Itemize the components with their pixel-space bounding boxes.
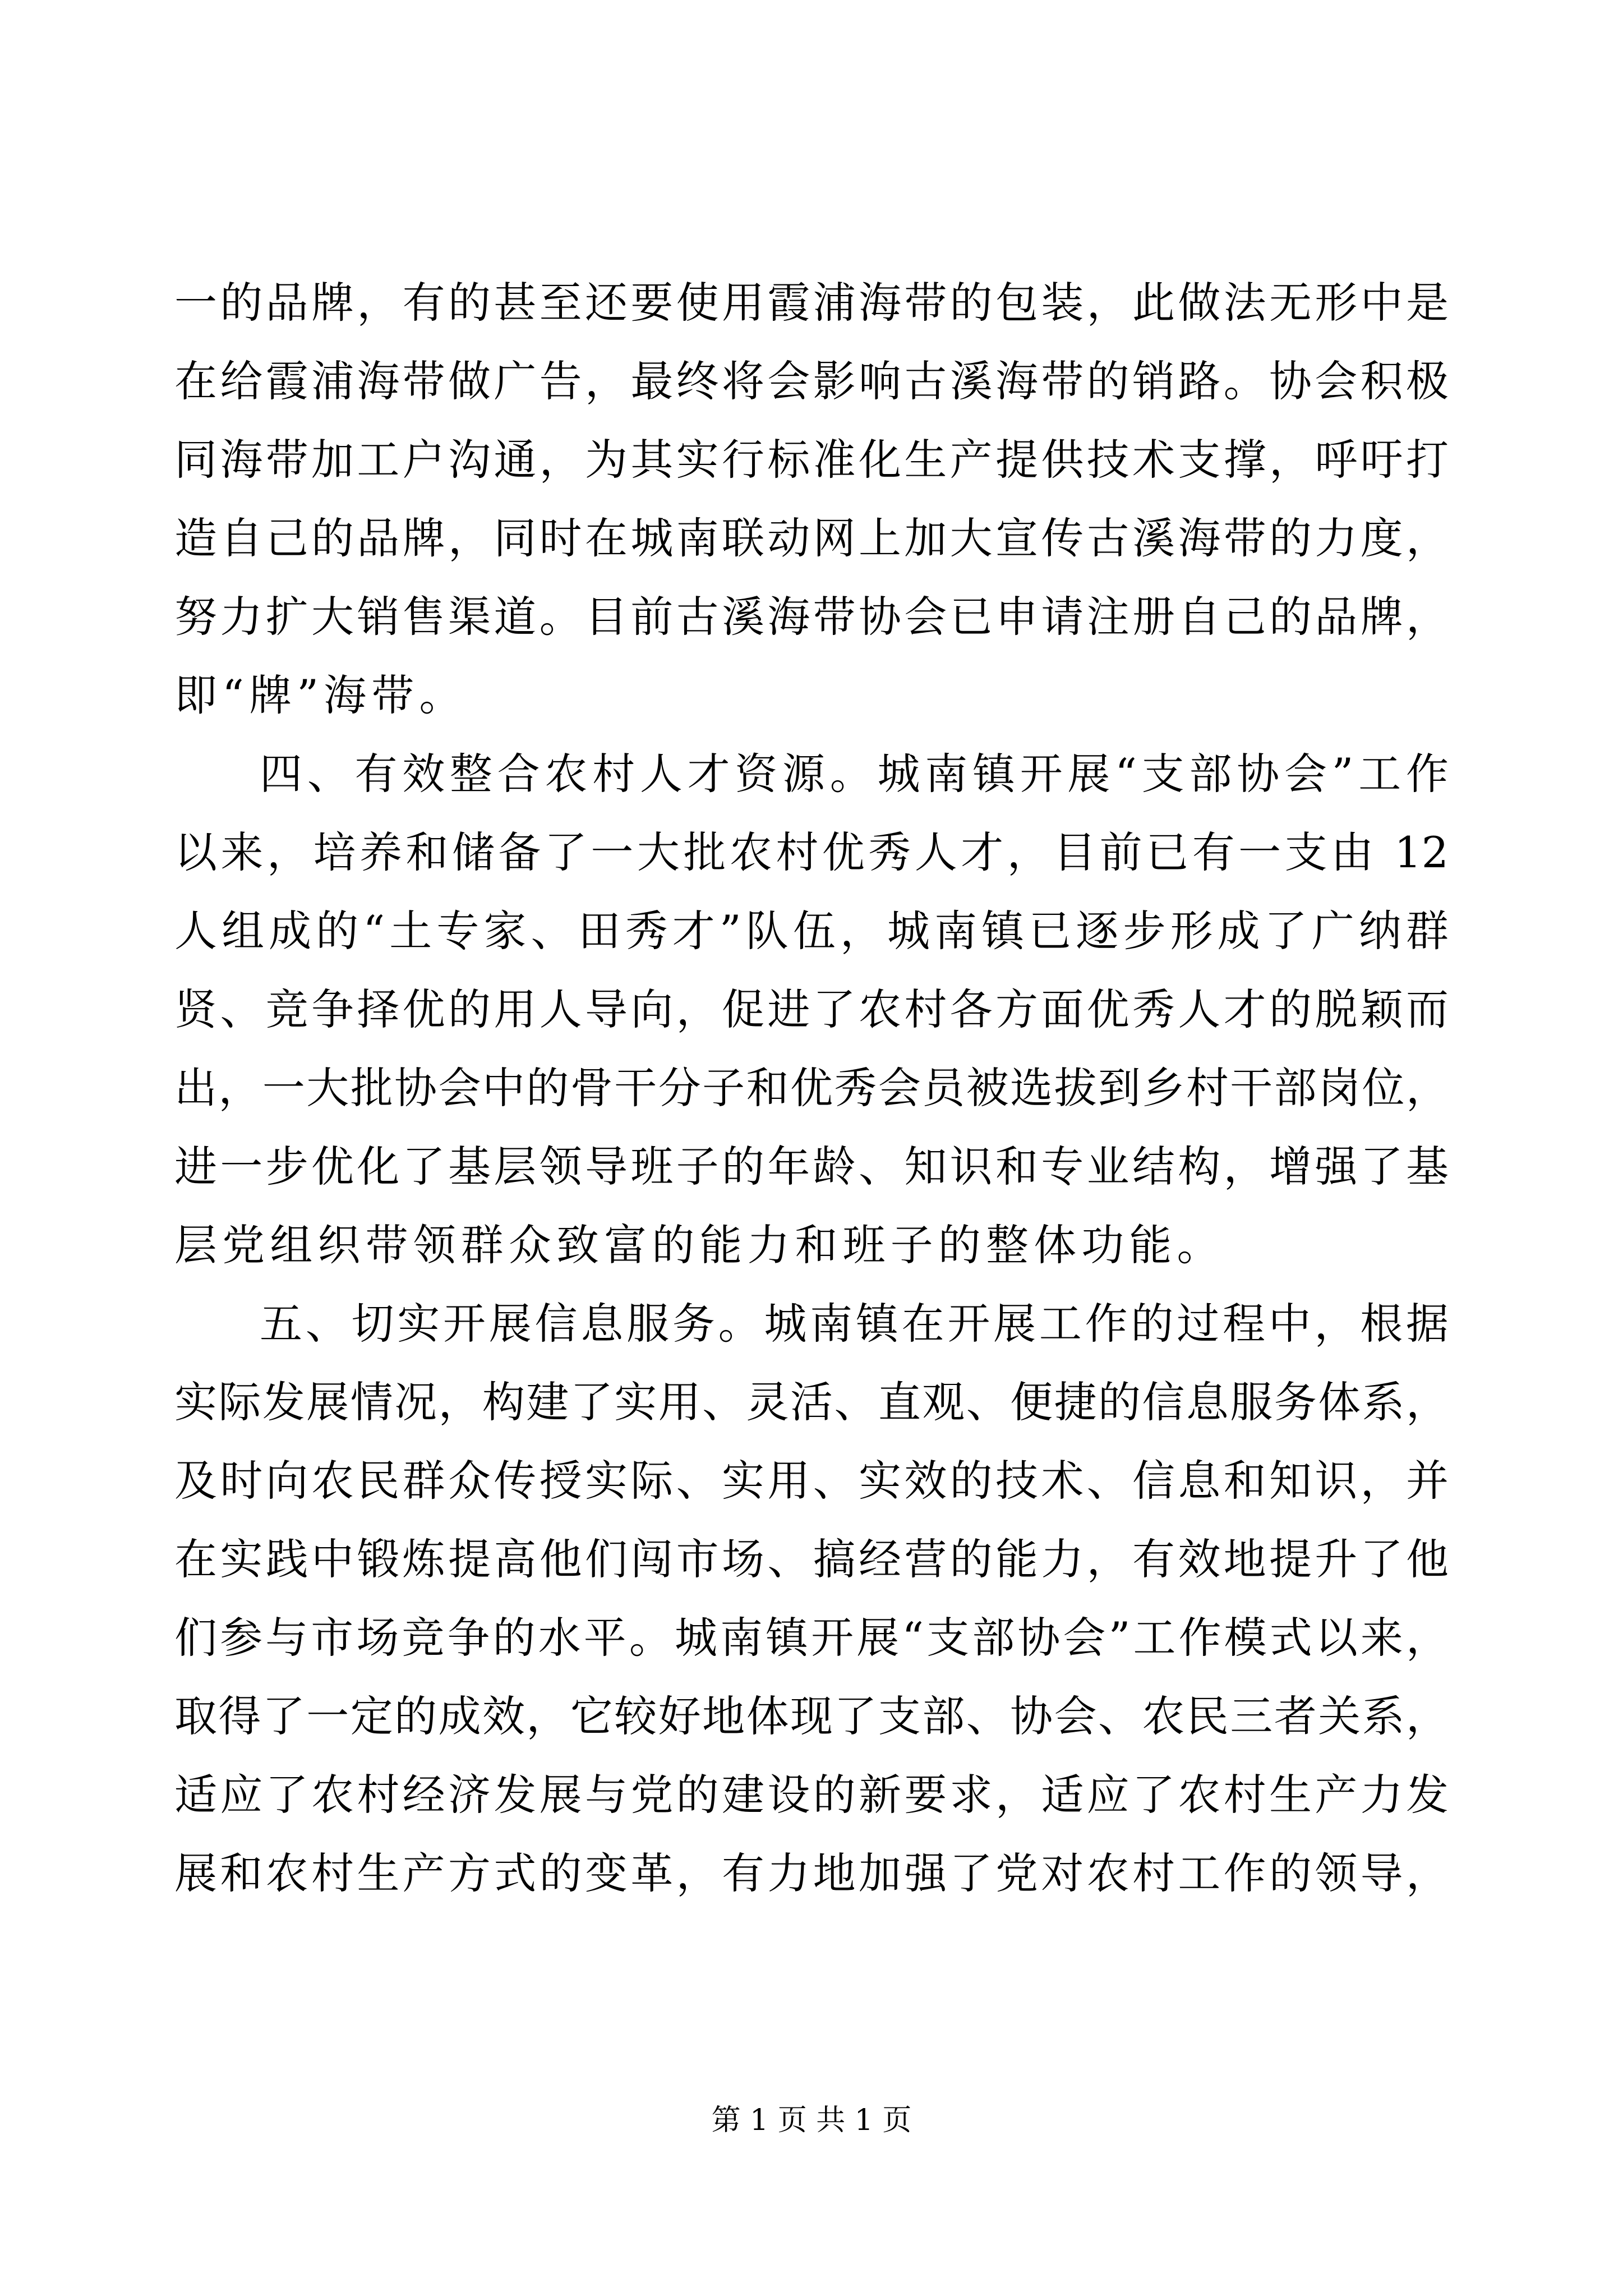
paragraph-line: 人组成的“土专家、田秀才”队伍，城南镇已逐步形成了广纳群 [174, 906, 1449, 956]
paragraph-line: 层党组织带领群众致富的能力和班子的整体功能。 [174, 1220, 1225, 1270]
paragraph-line: 适应了农村经济发展与党的建设的新要求，适应了农村生产力发 [174, 1770, 1449, 1820]
paragraph-line: 同海带加工户沟通，为其实行标准化生产提供技术支撑，呼吁打 [174, 435, 1449, 485]
paragraph-line: 展和农村生产方式的变革，有力地加强了党对农村工作的领导， [174, 1848, 1449, 1898]
paragraph-line: 们参与市场竞争的水平。城南镇开展“支部协会”工作模式以来， [174, 1613, 1449, 1663]
paragraph-line: 及时向农民群众传授实际、实用、实效的技术、信息和知识，并 [174, 1456, 1449, 1506]
paragraph-line: 出，一大批协会中的骨干分子和优秀会员被选拔到乡村干部岗位， [174, 1063, 1449, 1113]
paragraph-line: 努力扩大销售渠道。目前古溪海带协会已申请注册自己的品牌， [174, 592, 1449, 642]
paragraph-line: 五、切实开展信息服务。城南镇在开展工作的过程中，根据 [260, 1299, 1449, 1349]
paragraph-line: 实际发展情况，构建了实用、灵活、直观、便捷的信息服务体系， [174, 1377, 1449, 1427]
paragraph-line: 在给霞浦海带做广告，最终将会影响古溪海带的销路。协会积极 [174, 356, 1449, 406]
paragraph-line: 以来，培养和储备了一大批农村优秀人才，目前已有一支由 12 [174, 827, 1449, 877]
paragraph-line: 进一步优化了基层领导班子的年龄、知识和专业结构，增强了基 [174, 1142, 1449, 1191]
paragraph-line: 即“牌”海带。 [174, 670, 467, 720]
paragraph-line: 取得了一定的成效，它较好地体现了支部、协会、农民三者关系， [174, 1691, 1449, 1741]
paragraph-line: 在实践中锻炼提高他们闯市场、搞经营的能力，有效地提升了他 [174, 1534, 1449, 1584]
page-number-footer: 第 1 页 共 1 页 [711, 2104, 912, 2137]
paragraph-line: 造自己的品牌，同时在城南联动网上加大宣传古溪海带的力度， [174, 513, 1449, 563]
paragraph-line: 贤、竞争择优的用人导向，促进了农村各方面优秀人才的脱颖而 [174, 984, 1449, 1034]
paragraph-line: 四、有效整合农村人才资源。城南镇开展“支部协会”工作 [260, 749, 1449, 799]
paragraph-line: 一的品牌，有的甚至还要使用霞浦海带的包装，此做法无形中是 [174, 278, 1449, 328]
